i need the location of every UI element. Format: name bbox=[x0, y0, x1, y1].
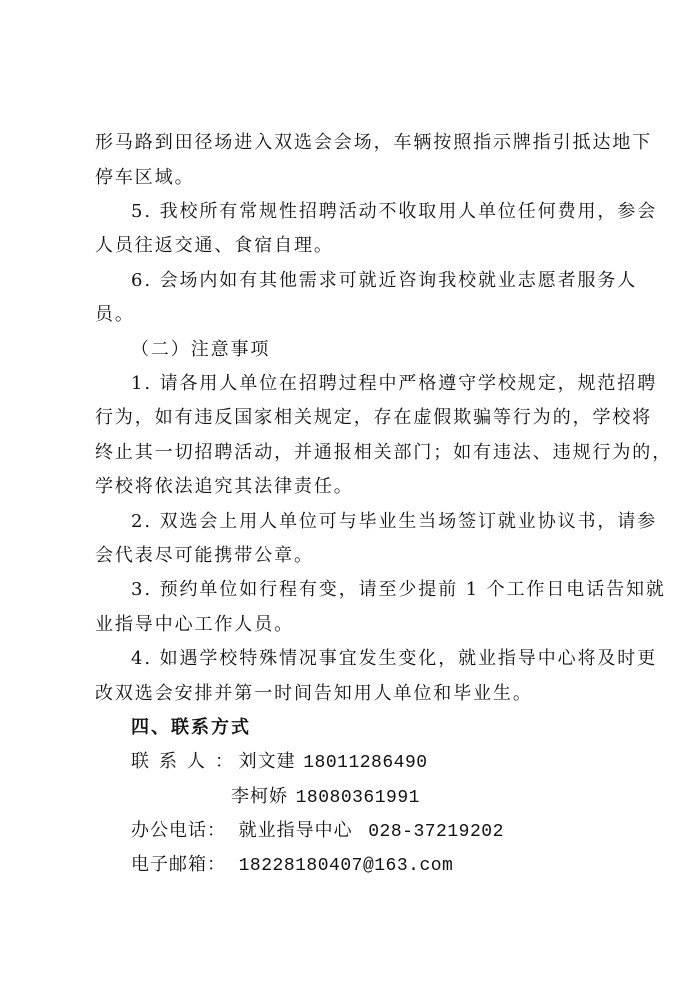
paragraph-line: 1. 请各用人单位在招聘过程中严格遵守学校规定，规范招聘 bbox=[131, 373, 658, 394]
contact-person2-row bbox=[231, 785, 420, 810]
office-phone-label: 办公电话： bbox=[131, 820, 226, 841]
email-address: 18228180407@163.com bbox=[238, 856, 454, 876]
email-label: 电子邮箱： bbox=[131, 854, 226, 875]
contact-person2-phone: 18080361991 bbox=[295, 788, 420, 808]
email-row bbox=[131, 853, 453, 878]
paragraph-line: 2. 双选会上用人单位可与毕业生当场签订就业协议书，请参 bbox=[131, 511, 658, 532]
paragraph-line: 改双选会安排并第一时间告知用人单位和毕业生。 bbox=[95, 683, 533, 704]
paragraph-line: 业指导中心工作人员。 bbox=[95, 614, 294, 635]
paragraph-line: 4. 如遇学校特殊情况事宜发生变化，就业指导中心将及时更 bbox=[131, 648, 658, 669]
paragraph-line: 学校将依法追究其法律责任。 bbox=[95, 476, 354, 497]
contact-person2-name: 李柯娇 bbox=[231, 786, 288, 807]
paragraph-line: 会代表尽可能携带公章。 bbox=[95, 545, 314, 566]
contact-person-row bbox=[131, 750, 428, 775]
paragraph-line: 终止其一切招聘活动，并通报相关部门；如有违法、违规行为的， bbox=[95, 442, 673, 463]
paragraph-line: 3. 预约单位如行程有变，请至少提前 1 个工作日电话告知就 bbox=[131, 579, 666, 600]
office-phone-row bbox=[131, 819, 504, 844]
section-heading: 四、联系方式 bbox=[131, 717, 251, 738]
paragraph-line: 停车区域。 bbox=[95, 167, 195, 188]
paragraph-line: 行为，如有违反国家相关规定，存在虚假欺骗等行为的，学校将 bbox=[95, 407, 653, 428]
paragraph-line: 员。 bbox=[95, 304, 135, 325]
paragraph-line: 5. 我校所有常规性招聘活动不收取用人单位任何费用，参会 bbox=[131, 201, 658, 222]
paragraph-line: 6. 会场内如有其他需求可就近咨询我校就业志愿者服务人 bbox=[131, 270, 638, 291]
office-phone-number: 028-37219202 bbox=[368, 822, 504, 842]
contact-person1-phone: 18011286490 bbox=[303, 753, 428, 773]
paragraph-line: 形马路到田径场进入双选会会场，车辆按照指示牌指引抵达地下 bbox=[95, 132, 653, 153]
contact-person-label: 联系人： bbox=[131, 751, 243, 772]
paragraph-line: 人员往返交通、食宿自理。 bbox=[95, 235, 334, 256]
subsection-heading: （二）注意事项 bbox=[131, 339, 271, 360]
contact-person1-name: 刘文建 bbox=[238, 751, 296, 772]
office-name: 就业指导中心 bbox=[238, 820, 353, 841]
